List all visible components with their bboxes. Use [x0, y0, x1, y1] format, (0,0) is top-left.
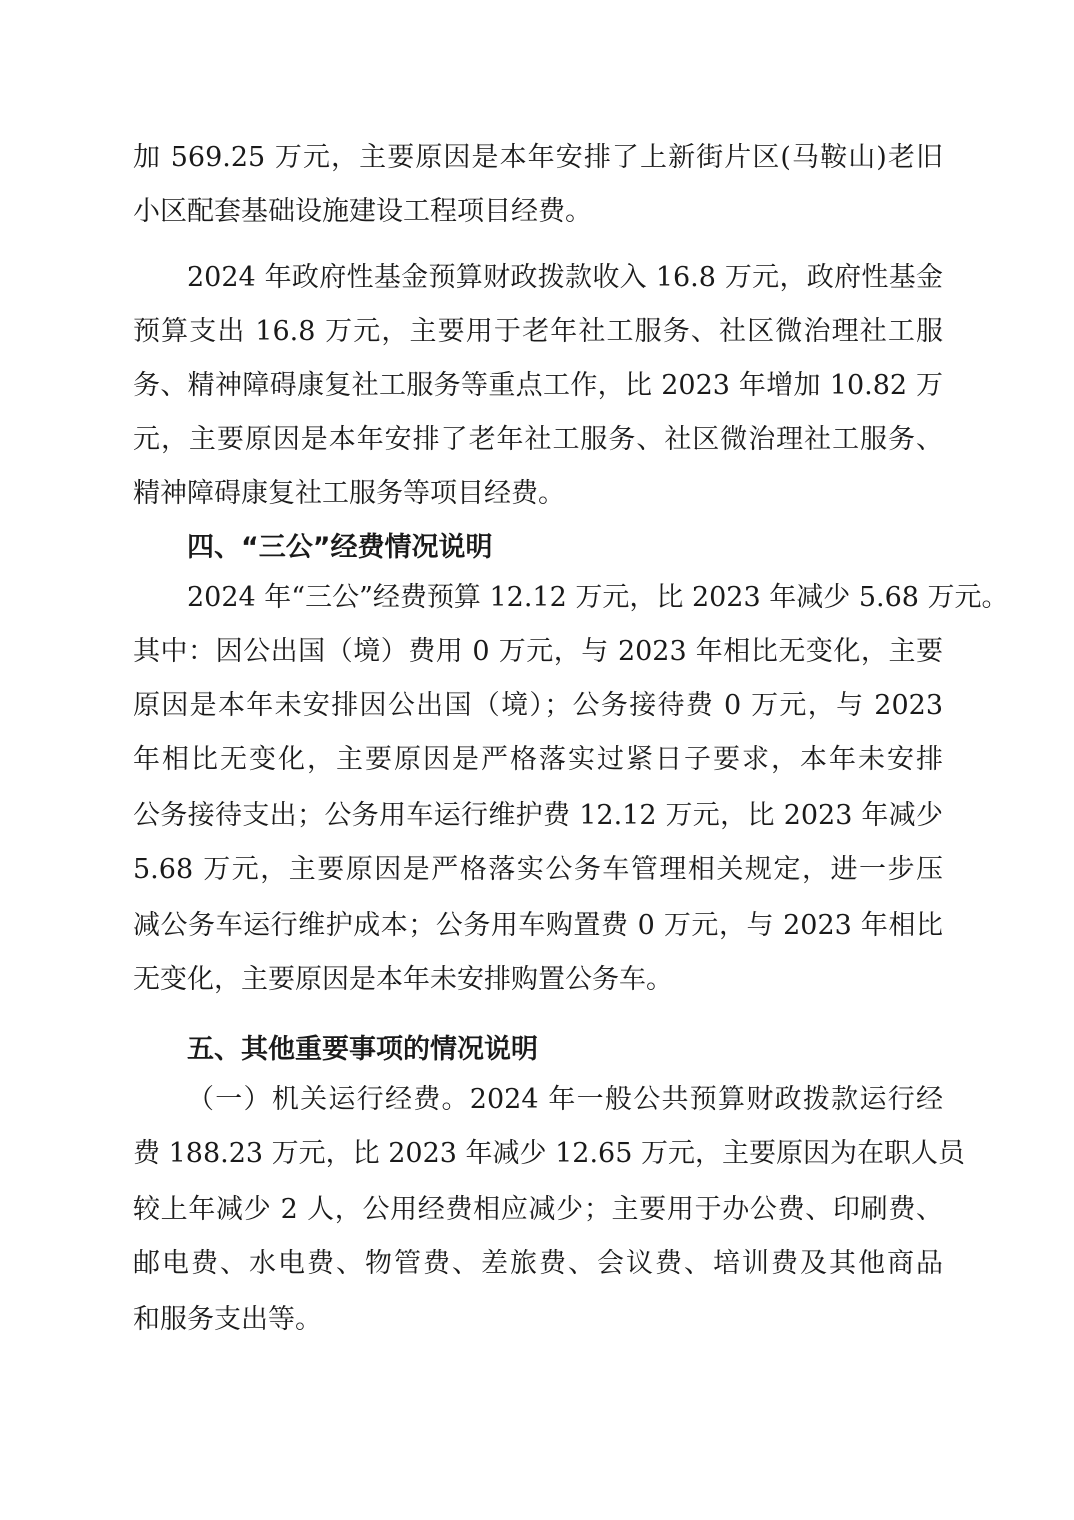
- paragraph-line: 邮电费、水电费、物管费、差旅费、会议费、培训费及其他商品: [133, 1248, 943, 1279]
- paragraph-line: 预算支出 16.8 万元，主要用于老年社工服务、社区微治理社工服: [133, 316, 943, 347]
- paragraph-line: 2024 年“三公”经费预算 12.12 万元，比 2023 年减少 5.68 万元。: [187, 582, 1009, 613]
- paragraph-line: 较上年减少 2 人，公用经费相应减少；主要用于办公费、印刷费、: [133, 1194, 943, 1225]
- paragraph-line: 原因是本年未安排因公出国（境）；公务接待费 0 万元，与 2023: [133, 690, 943, 721]
- paragraph-line: 精神障碍康复社工服务等项目经费。: [133, 478, 565, 509]
- paragraph-line: 其中：因公出国（境）费用 0 万元，与 2023 年相比无变化，主要: [133, 636, 943, 667]
- paragraph-line: 务、精神障碍康复社工服务等重点工作，比 2023 年增加 10.82 万: [133, 370, 943, 401]
- paragraph-line: 年相比无变化，主要原因是严格落实过紧日子要求，本年未安排: [133, 744, 943, 775]
- paragraph-line: 加 569.25 万元，主要原因是本年安排了上新街片区(马鞍山)老旧: [133, 142, 943, 173]
- paragraph-line: 元，主要原因是本年安排了老年社工服务、社区微治理社工服务、: [133, 424, 943, 455]
- paragraph-line: 减公务车运行维护成本；公务用车购置费 0 万元，与 2023 年相比: [133, 910, 943, 941]
- paragraph-line: （一）机关运行经费。2024 年一般公共预算财政拨款运行经: [187, 1084, 943, 1115]
- paragraph-line: 和服务支出等。: [133, 1304, 322, 1335]
- paragraph-line: 5.68 万元，主要原因是严格落实公务车管理相关规定，进一步压: [133, 854, 943, 885]
- section-heading: 四、“三公”经费情况说明: [187, 532, 493, 563]
- paragraph-line: 小区配套基础设施建设工程项目经费。: [133, 196, 592, 227]
- paragraph-line: 无变化，主要原因是本年未安排购置公务车。: [133, 964, 673, 995]
- section-heading: 五、其他重要事项的情况说明: [187, 1034, 538, 1065]
- paragraph-line: 公务接待支出；公务用车运行维护费 12.12 万元，比 2023 年减少: [133, 800, 943, 831]
- paragraph-line: 2024 年政府性基金预算财政拨款收入 16.8 万元，政府性基金: [187, 262, 943, 293]
- paragraph-line: 费 188.23 万元，比 2023 年减少 12.65 万元，主要原因为在职人员: [133, 1138, 965, 1169]
